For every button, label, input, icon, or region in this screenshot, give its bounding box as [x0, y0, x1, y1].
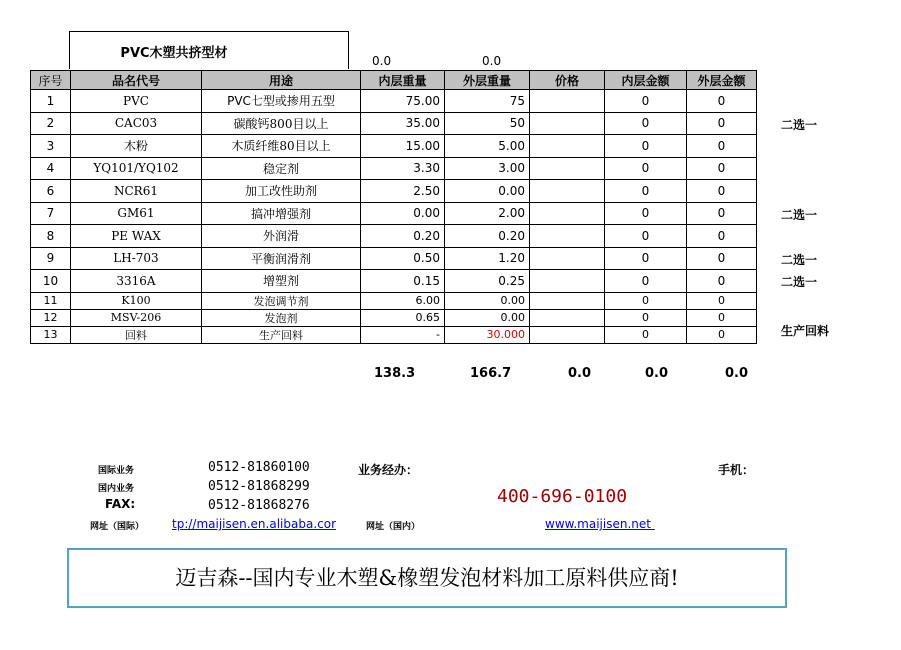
- web-dom-label: 网址（国内）: [366, 522, 421, 532]
- row-note: 二选一: [781, 207, 818, 222]
- outer-weight-cell: 0.25: [445, 270, 530, 293]
- table-row: [31, 180, 757, 203]
- row-note: 二选一: [781, 252, 818, 267]
- table-row: [31, 202, 757, 225]
- row-number-cell: 3: [31, 135, 71, 158]
- outer-amount-cell: 0: [687, 90, 757, 113]
- usage-cell: PVC七型或掺用五型: [202, 90, 361, 113]
- agent-label: 业务经办：: [358, 463, 419, 477]
- inner-weight-cell: 15.00: [361, 135, 445, 158]
- outer-amount-cell: 0: [687, 180, 757, 203]
- row-number-cell: 1: [31, 90, 71, 113]
- price-cell: [530, 326, 605, 343]
- header-cell: 用途: [202, 71, 361, 90]
- row-number-cell: 6: [31, 180, 71, 203]
- header-cell: 外层重量: [445, 71, 530, 90]
- inner-amount-cell: 0: [605, 225, 687, 248]
- usage-cell: 加工改性助剂: [202, 180, 361, 203]
- table-row: [31, 225, 757, 248]
- usage-cell: 平衡润滑剂: [202, 247, 361, 270]
- usage-cell: 发泡调节剂: [202, 292, 361, 309]
- row-number-cell: 11: [31, 292, 71, 309]
- total-price: 0.0: [568, 366, 592, 381]
- usage-cell: 生产回料: [202, 326, 361, 343]
- inner-amount-cell: 0: [605, 180, 687, 203]
- outer-amount-cell: 0: [687, 112, 757, 135]
- inner-amount-cell: 0: [605, 270, 687, 293]
- fax-label: FAX:: [105, 497, 136, 511]
- inner-amount-cell: 0: [605, 326, 687, 343]
- inner-amount-cell: 0: [605, 90, 687, 113]
- top-value-inner: 0.0: [372, 54, 392, 68]
- sheet-title: PVC木塑共挤型材: [120, 46, 228, 61]
- row-number-cell: 2: [31, 112, 71, 135]
- outer-weight-cell: 0.00: [445, 292, 530, 309]
- price-cell: [530, 112, 605, 135]
- product-code-cell: PE WAX: [71, 225, 202, 248]
- row-number-cell: 13: [31, 326, 71, 343]
- product-code-cell: 木粉: [71, 135, 202, 158]
- inner-weight-cell: -: [361, 326, 445, 343]
- table-row: [31, 326, 757, 343]
- inner-weight-cell: 0.00: [361, 202, 445, 225]
- table-row: [31, 90, 757, 113]
- outer-weight-cell: 50: [445, 112, 530, 135]
- outer-weight-cell: 3.00: [445, 157, 530, 180]
- outer-weight-cell: 0.20: [445, 225, 530, 248]
- product-code-cell: MSV-206: [71, 309, 202, 326]
- product-code-cell: LH-703: [71, 247, 202, 270]
- price-cell: [530, 292, 605, 309]
- price-cell: [530, 309, 605, 326]
- inner-amount-cell: 0: [605, 157, 687, 180]
- outer-weight-cell: 1.20: [445, 247, 530, 270]
- outer-amount-cell: 0: [687, 309, 757, 326]
- price-cell: [530, 157, 605, 180]
- table-row: [31, 309, 757, 326]
- fax-number: 0512-81868276: [208, 498, 310, 513]
- outer-amount-cell: 0: [687, 326, 757, 343]
- row-note: 二选一: [781, 117, 818, 132]
- header-cell: 外层金额: [687, 71, 757, 90]
- top-value-outer: 0.0: [482, 54, 502, 68]
- table-row: [31, 292, 757, 309]
- web-intl-label: 网址（国际）: [90, 522, 145, 532]
- price-cell: [530, 270, 605, 293]
- product-code-cell: NCR61: [71, 180, 202, 203]
- row-note: 生产回料: [781, 324, 830, 338]
- usage-cell: 碳酸钙800目以上: [202, 112, 361, 135]
- inner-amount-cell: 0: [605, 112, 687, 135]
- product-code-cell: PVC: [71, 90, 202, 113]
- row-note: 二选一: [781, 275, 818, 290]
- outer-amount-cell: 0: [687, 157, 757, 180]
- total-inner-amount: 0.0: [645, 366, 669, 381]
- outer-amount-cell: 0: [687, 292, 757, 309]
- header-cell: 序号: [31, 71, 71, 90]
- inner-weight-cell: 35.00: [361, 112, 445, 135]
- usage-cell: 增塑剂: [202, 270, 361, 293]
- inner-weight-cell: 75.00: [361, 90, 445, 113]
- outer-weight-cell: 0.00: [445, 180, 530, 203]
- total-outer: 166.7: [470, 366, 512, 381]
- product-code-cell: YQ101/YQ102: [71, 157, 202, 180]
- outer-amount-cell: 0: [687, 247, 757, 270]
- intl-phone: 0512-81860100: [208, 460, 310, 475]
- price-cell: [530, 180, 605, 203]
- outer-weight-cell: 5.00: [445, 135, 530, 158]
- formula-table: [30, 70, 757, 344]
- intl-label: 国际业务: [98, 466, 135, 476]
- inner-amount-cell: 0: [605, 247, 687, 270]
- header-cell: 内层金额: [605, 71, 687, 90]
- header-cell: 内层重量: [361, 71, 445, 90]
- outer-weight-cell: 75: [445, 90, 530, 113]
- row-number-cell: 12: [31, 309, 71, 326]
- outer-weight-cell: 30.000: [445, 326, 530, 343]
- inner-amount-cell: 0: [605, 292, 687, 309]
- usage-cell: 搞冲增强剂: [202, 202, 361, 225]
- usage-cell: 稳定剂: [202, 157, 361, 180]
- hotline: 400-696-0100: [497, 486, 628, 507]
- domestic-phone: 0512-81868299: [208, 479, 310, 494]
- row-number-cell: 8: [31, 225, 71, 248]
- usage-cell: 发泡剂: [202, 309, 361, 326]
- mobile-label: 手机：: [718, 463, 755, 477]
- price-cell: [530, 202, 605, 225]
- outer-weight-cell: 0.00: [445, 309, 530, 326]
- outer-amount-cell: 0: [687, 270, 757, 293]
- total-inner: 138.3: [374, 366, 416, 381]
- product-code-cell: GM61: [71, 202, 202, 225]
- web-dom-link[interactable]: www.maijisen.net: [545, 517, 655, 531]
- inner-weight-cell: 0.65: [361, 309, 445, 326]
- inner-amount-cell: 0: [605, 135, 687, 158]
- product-code-cell: 3316A: [71, 270, 202, 293]
- row-number-cell: 4: [31, 157, 71, 180]
- row-number-cell: 10: [31, 270, 71, 293]
- outer-amount-cell: 0: [687, 225, 757, 248]
- price-cell: [530, 90, 605, 113]
- table-row: [31, 270, 757, 293]
- table-row: [31, 247, 757, 270]
- usage-cell: 木质纤维80目以上: [202, 135, 361, 158]
- price-cell: [530, 225, 605, 248]
- table-row: [31, 157, 757, 180]
- usage-cell: 外润滑: [202, 225, 361, 248]
- total-outer-amount: 0.0: [725, 366, 749, 381]
- table-row: [31, 112, 757, 135]
- row-number-cell: 7: [31, 202, 71, 225]
- product-code-cell: K100: [71, 292, 202, 309]
- price-cell: [530, 135, 605, 158]
- inner-amount-cell: 0: [605, 202, 687, 225]
- inner-weight-cell: 0.20: [361, 225, 445, 248]
- table-row: [31, 135, 757, 158]
- product-code-cell: CAC03: [71, 112, 202, 135]
- inner-weight-cell: 6.00: [361, 292, 445, 309]
- outer-amount-cell: 0: [687, 135, 757, 158]
- price-cell: [530, 247, 605, 270]
- inner-amount-cell: 0: [605, 309, 687, 326]
- header-cell: 价格: [530, 71, 605, 90]
- inner-weight-cell: 0.15: [361, 270, 445, 293]
- web-intl-link[interactable]: tp://maijisen.en.alibaba.cor: [172, 517, 337, 531]
- product-code-cell: 回料: [71, 326, 202, 343]
- header-row: [31, 71, 757, 90]
- header-cell: 品名代号: [71, 71, 202, 90]
- outer-amount-cell: 0: [687, 202, 757, 225]
- outer-weight-cell: 2.00: [445, 202, 530, 225]
- inner-weight-cell: 2.50: [361, 180, 445, 203]
- slogan-banner: 迈吉森--国内专业木塑&橡塑发泡材料加工原料供应商!: [67, 548, 787, 608]
- row-number-cell: 9: [31, 247, 71, 270]
- inner-weight-cell: 0.50: [361, 247, 445, 270]
- inner-weight-cell: 3.30: [361, 157, 445, 180]
- domestic-label: 国内业务: [98, 484, 135, 494]
